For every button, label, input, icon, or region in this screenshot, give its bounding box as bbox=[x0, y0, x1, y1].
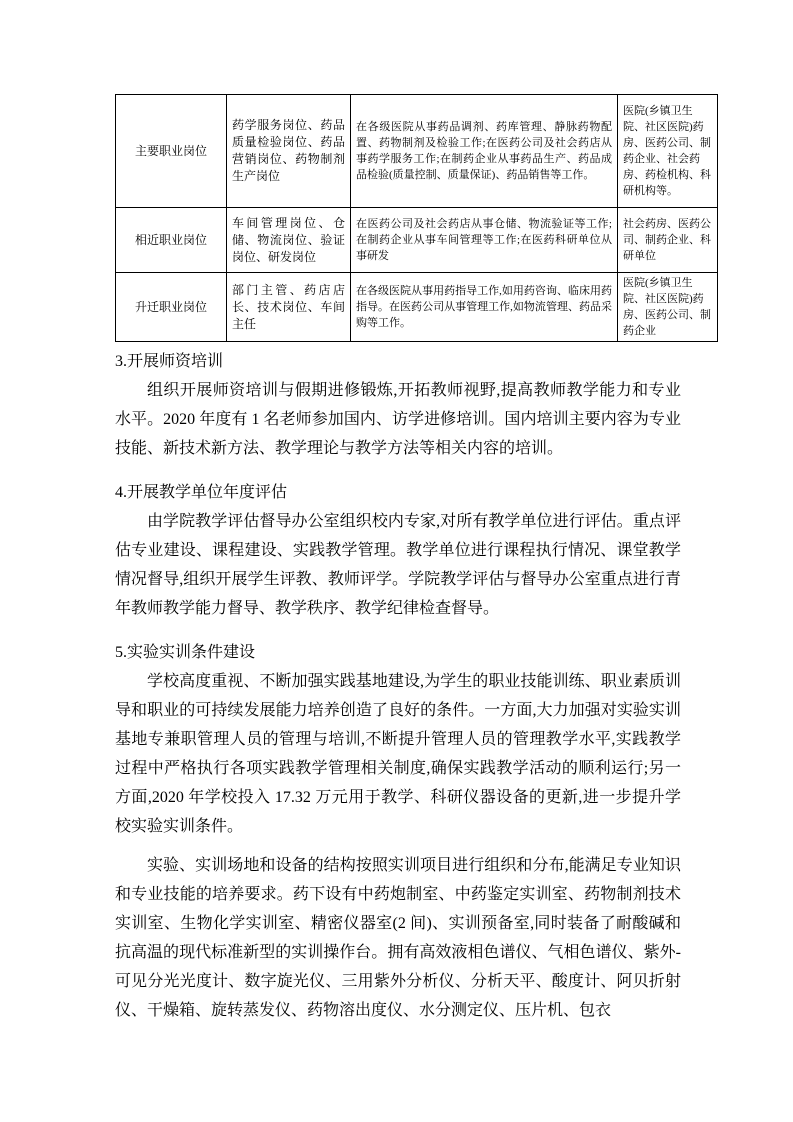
row-label-cell: 相近职业岗位 bbox=[116, 208, 227, 273]
workplaces-cell: 医院(乡镇卫生院、社区医院)药房、医药公司、制药企业 bbox=[618, 273, 718, 342]
table-row-promotion-positions bbox=[116, 273, 718, 342]
section-teacher-training bbox=[115, 347, 681, 463]
section-heading: 3.开展师资培训 bbox=[115, 353, 224, 370]
workplaces-cell: 医院(乡镇卫生院、社区医院)药房、医药公司、制药企业、社会药房、药检机构、科研机构等。 bbox=[618, 95, 718, 208]
section-lab-training-conditions bbox=[115, 638, 681, 1025]
workplaces-cell: 社会药房、医药公司、制药企业、科研单位 bbox=[618, 208, 718, 273]
row-label-cell: 升迁职业岗位 bbox=[116, 273, 227, 342]
section-heading: 4.开展教学单位年度评估 bbox=[115, 484, 288, 501]
duties-cell: 在各级医院从事用药指导工作,如用药咨询、临床用药指导。在医药公司从事管理工作,如物流管理、药品采购等工作。 bbox=[351, 273, 618, 342]
section-heading: 5.实验实训条件建设 bbox=[115, 644, 256, 661]
positions-cell: 部门主管、药店店长、技术岗位、车间主任 bbox=[227, 273, 351, 342]
paragraph: 组织开展师资培训与假期进修锻炼,开拓教师视野,提高教师教学能力和专业水平。2020 年度有 1 名老师参加国内、访学进修培训。国内培训主要内容为专业技能、新技术新方法、教学理论与教学方法等相关内容的培训。 bbox=[115, 382, 681, 457]
section-annual-evaluation bbox=[115, 478, 681, 623]
career-positions-table bbox=[115, 94, 718, 342]
table-row-main-positions bbox=[116, 95, 718, 208]
paragraph: 实验、实训场地和设备的结构按照实训项目进行组织和分布,能满足专业知识和专业技能的培养要求。药下设有中药炮制室、中药鉴定实训室、药物制剂技术实训室、生物化学实训室、精密仪器室(2 间)、实训预备室,同时装备了耐酸碱和抗高温的现代标准新型的实训操作台。拥有高效液相色谱仪、气相色谱仪、紫外-可见分光光度计、数字旋光仪、三用紫外分析仪、分析天平、酸度计、阿贝折射仪、干燥箱、旋转蒸发仪、药物溶出度仪、水分测定仪、压片机、包衣 bbox=[115, 857, 681, 1019]
duties-cell: 在各级医院从事药品调剂、药库管理、静脉药物配置、药物制剂及检验工作;在医药公司及社会药店从事药学服务工作;在制药企业从事药品生产、药品成品检验(质量控制、质量保证)、药品销售等工作。 bbox=[351, 95, 618, 208]
row-label-cell: 主要职业岗位 bbox=[116, 95, 227, 208]
positions-cell: 药学服务岗位、药品质量检验岗位、药品营销岗位、药物制剂生产岗位 bbox=[227, 95, 351, 208]
document-content bbox=[115, 94, 711, 1025]
duties-cell: 在医药公司及社会药店从事仓储、物流验证等工作;在制药企业从事车间管理等工作;在医药科研单位从事研发 bbox=[351, 208, 618, 273]
paragraph: 由学院教学评估督导办公室组织校内专家,对所有教学单位进行评估。重点评估专业建设、课程建设、实践教学管理。教学单位进行课程执行情况、课堂教学情况督导,组织开展学生评教、教师评学。学院教学评估与督导办公室重点进行青年教师教学能力督导、教学秩序、教学纪律检查督导。 bbox=[115, 513, 681, 617]
paragraph: 学校高度重视、不断加强实践基地建设,为学生的职业技能训练、职业素质训导和职业的可持续发展能力培养创造了良好的条件。一方面,大力加强对实验实训基地专兼职管理人员的管理与培训,不断提升管理人员的管理教学水平,实践教学过程中严格执行各项实践教学管理相关制度,确保实践教学活动的顺利运行;另一方面,2020 年学校投入 17.32 万元用于教学、科研仪器设备的更新,进一步提升学校实验实训条件。 bbox=[115, 673, 681, 835]
positions-cell: 车间管理岗位、仓储、物流岗位、验证岗位、研发岗位 bbox=[227, 208, 351, 273]
table-row-near-positions bbox=[116, 208, 718, 273]
